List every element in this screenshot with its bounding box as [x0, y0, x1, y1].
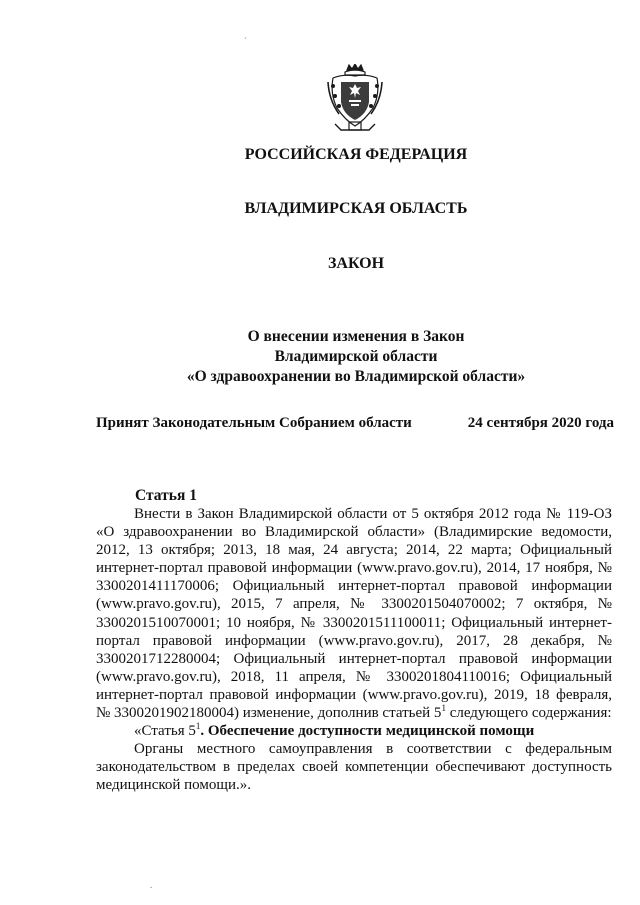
new-article-text: Органы местного самоуправления в соответствии с федеральным законодательством в пределах своей компетенции обеспечивают доступность медицинской помощи.». [96, 741, 612, 794]
superscript: 1 [441, 703, 446, 714]
new-article-prefix: «Статья 5 [134, 723, 196, 740]
adoption-line [96, 415, 614, 432]
law-title-line: О внесении изменения в Закон [247, 328, 465, 345]
federation-heading: РОССИЙСКАЯ ФЕДЕРАЦИЯ [244, 146, 468, 163]
article-body [96, 505, 612, 795]
region-heading: ВЛАДИМИРСКАЯ ОБЛАСТЬ [244, 200, 468, 217]
adoption-label: Принят Законодательным Собранием области [96, 415, 412, 431]
superscript: 1 [195, 721, 201, 732]
article-main-tail: следующего содержания: [445, 705, 612, 722]
adoption-date: 24 сентября 2020 года [467, 415, 614, 431]
article-main-text: Внести в Закон Владимирской области от 5 октября 2012 года № 119-ОЗ «О здравоохранении во Владимирской области» (Владимирские ведомости, 2012, 13 октября; 2013, 18 мая, 24 августа; 2014, 22 марта; Официальный интернет-портал правовой информации (www.pravo.gov.ru), 2014, 17 ноября, № 3300201411170006; Официальный интернет-портал правовой информации (www.pravo.gov.ru), 2015, 7 апреля, № 3300201504070002; 7 октября, № 3300201510070001; 10 ноября, № 3300201511100011; Официальный интернет-портал правовой информации (www.pravo.gov.ru), 2017, 28 декабря, № 3300201712280004; Официальный интернет-портал правовой информации (www.pravo.gov.ru), 2018, 11 апреля, № 3300201804110016; Официальный интернет-портал правовой информации (www.pravo.gov.ru), 2019, 18 февраля, № 3300201902180004) изменение, дополнив статьей 5 [96, 506, 612, 722]
article-main-paragraph [96, 505, 612, 722]
new-article-title: . Обеспечение доступности медицинской помощи [200, 723, 535, 740]
scan-artifact: . [150, 880, 153, 890]
law-title-line: Владимирской области [274, 348, 438, 365]
new-article-heading [96, 722, 612, 740]
article-heading: Статья 1 [135, 487, 197, 504]
law-title-line: «О здравоохранении во Владимирской области» [186, 368, 526, 385]
law-title [0, 327, 640, 387]
scan-artifact: ´ [244, 36, 247, 46]
coat-of-arms-icon [327, 64, 383, 132]
document-type-heading: ЗАКОН [327, 255, 385, 272]
